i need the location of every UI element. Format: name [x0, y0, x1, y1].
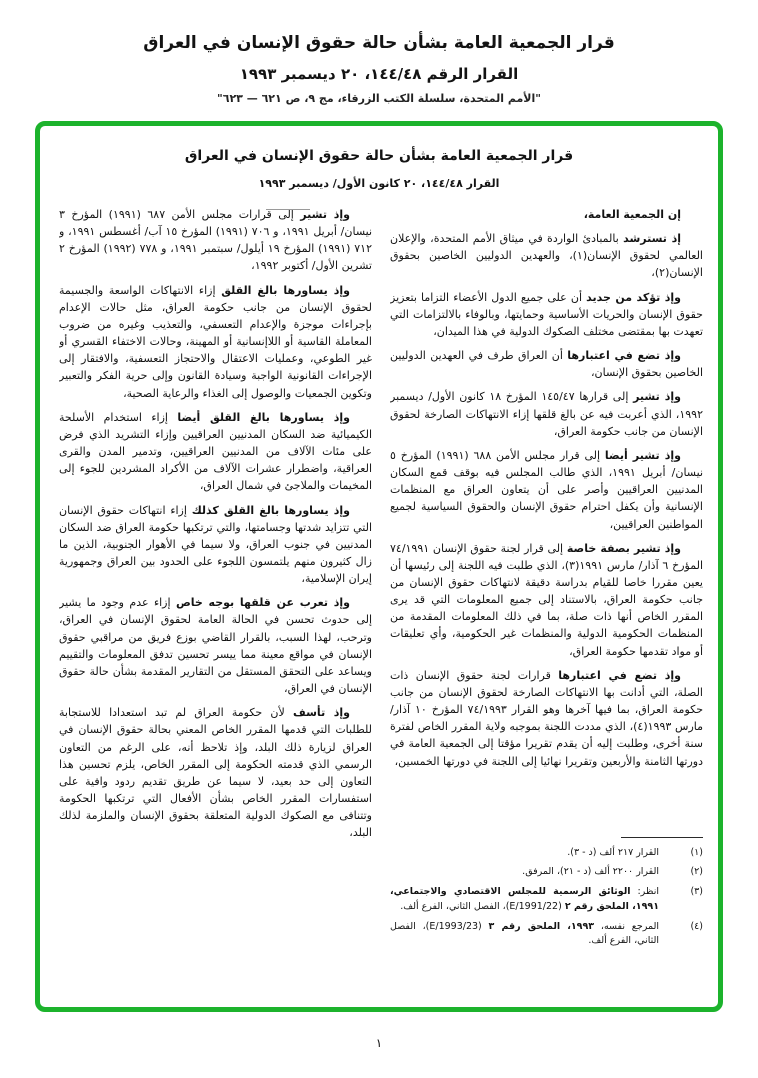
paragraph-lead-bold: وإذ تؤكد من جديد	[586, 290, 681, 304]
paragraph-lead-bold: وإذ يساورها بالغ القلق	[221, 283, 350, 297]
footnote-number: (١)	[690, 846, 703, 858]
paragraph	[59, 206, 372, 275]
paragraph-text: إزاء استخدام الأسلحة الكيميائية ضد السكان المدنيين العراقيين وإزاء التشريد الذي فرض على مئات الآلاف من المدنيين العراقيين، وتدمير المدن والقرى العراقية، واضطرار عشرات الآلاف من الأكراد المشردين للجوء إلى المخيمات والملاجئ في شمال العراق،	[59, 410, 372, 493]
paragraph-text: (E/1991/22)، الفصل الثاني، الفرع ألف.	[400, 900, 565, 912]
footnote-number: (٢)	[690, 866, 703, 878]
paragraph-lead-bold: وإذ تشير بصفة خاصة	[566, 541, 681, 555]
paragraph-lead-bold: وإذ تضع في اعتبارها	[567, 349, 681, 363]
paragraph	[390, 230, 703, 281]
footnote	[390, 885, 703, 914]
paragraph-text: المرجع نفسه،	[594, 920, 659, 932]
paragraph-text: إزاء الانتهاكات الواسعة والجسيمة لحقوق الإنسان من جانب حكومة العراق، مثل حالات الإعدام بإجراءات موجزة والإعدام التعسفي، والتعذيب وغيره من ضروب المعاملة القاسية أو اللاإنسانية أو المهينة، وحالات الاختفاء القسري أو غير الطوعي، وعمليات الاعتقال والاحتجاز التعسفية، والافتقار إلى الإجراءات القانونية الواجبة وسيادة القانون وإلى حرية الفكر والتعبير وتكوين الجمعيات والوصول إلى الغذاء والرعاية الصحية،	[59, 283, 372, 400]
paragraph-text: انظر:	[630, 886, 660, 898]
paragraph-lead-bold: وإذ يساورها بالغ القلق أيضا	[177, 410, 351, 424]
paragraph-text: إلى قرارها ١٤٥/٤٧ المؤرخ ١٨ كانون الأول/ ديسمبر ١٩٩٢، الذي أعربت فيه عن بالغ قلقها إزاء الانتهاكات الصارخة لحقوق الإنسان من جانب حكومة العراق،	[390, 390, 703, 438]
paragraph-text: القرار ٢٢٠٠ ألف (د - ٢١)، المرفق.	[522, 866, 659, 878]
paragraph	[390, 667, 703, 770]
resolution-title: قرار الجمعية العامة بشأن حالة حقوق الإنسان في العراق	[184, 148, 574, 164]
footnote-number: (٣)	[690, 886, 703, 898]
paragraph-text: إزاء عدم وجود ما يشير إلى حدوث تحسن في الحالة العامة لحقوق الإنسان في العراق، وترحب، لهذا السبب، بالقرار القاضي بوزع فريق من مراقبي حقوق الإنسان في مواقع معينة مما ييسر تحسين تدفق المعلومات والتقييم ويساعد على التحقق المستقل من التقارير المقدمة بشأن حالة حقوق الإنسان في العراق،	[59, 596, 372, 696]
header-title: قرار الجمعية العامة بشأن حالة حقوق الإنسان في العراق	[143, 33, 615, 53]
two-column-text	[40, 190, 718, 966]
paragraph-lead-bold: ١٩٩٣، الملحق رقم ٣	[488, 920, 595, 932]
paragraph	[390, 289, 703, 340]
paragraph-lead-bold: وإذ تضع في اعتبارها	[558, 668, 681, 682]
footnote-text	[390, 885, 659, 914]
footnote-number: (٤)	[690, 920, 703, 932]
header-resolution-number: القرار الرقم ١٤٤/٤٨، ٢٠ ديسمبر ١٩٩٣	[239, 65, 519, 84]
footnote-list	[390, 846, 703, 949]
paragraph	[390, 540, 703, 660]
resolution-box	[35, 121, 723, 1012]
paragraph-lead-bold: إذ تسترشد	[623, 232, 681, 246]
paragraph-lead-bold: وإذ يساورها بالغ القلق كذلك	[191, 503, 350, 517]
paragraph-text: إلى قرارات مجلس الأمن ٦٨٧ (١٩٩١) المؤرخ ٣ نيسان/ أبريل ١٩٩١، و ٧٠٦ (١٩٩١) المؤرخ ١٥ آب/ أغسطس ١٩٩١، و ٧١٢ (١٩٩١) المؤرخ ١٩ أيلول/ سبتمبر ١٩٩١، و ٧٧٨ (١٩٩٢) المؤرخ ٢ تشرين الأول/ أكتوبر ١٩٩٢،	[59, 208, 372, 273]
paragraph	[59, 704, 372, 841]
paragraph-text: قرارات لجنة حقوق الإنسان ذات الصلة، التي أدانت بها الانتهاكات الصارخة لحقوق الإنسان من جانب حكومة العراق، بما فيها آخرها وهو القرار ٧٤/١٩٩٣ المؤرخ ١٠ آذار/ مارس ١٩٩٣(٤)، الذي مددت اللجنة بموجبه ولاية المقرر الخاص لفترة سنة أخرى، وطلبت إليه أن يقدم تقريرا مؤقتا إلى الجمعية العامة في دورتها الثامنة والأربعين وتقريرا نهائيا إلى اللجنة في دورتها الخمسين،	[390, 668, 703, 768]
continuation-mark	[266, 209, 310, 210]
paragraph	[390, 388, 703, 439]
footnote	[390, 846, 703, 861]
footnote-text	[390, 865, 659, 880]
paragraph-text: إلى قرار لجنة حقوق الإنسان ٧٤/١٩٩١ المؤرخ ٦ آذار/ مارس ١٩٩١(٣)، الذي طلبت فيه اللجنة إلى رئيسها أن يعين مقررا خاصا للقيام بدراسة دقيقة لانتهاكات حقوق الإنسان من جانب حكومة العراق، بالاستناد إلى جميع المعلومات التي قد يرى المقرر الخاص أنها ذات صلة، بما في ذلك المعلومات المقدمة من المنظمات الحكومية الدولية والمنظمات غير الحكومية، وأي تعليقات أو مواد تقدمها حكومة العراق،	[390, 541, 703, 658]
paragraph-lead-bold: إن الجمعية العامة،	[583, 208, 681, 221]
paragraph-text: إزاء انتهاكات حقوق الإنسان التي تتزايد شدتها وجسامتها، والتي ترتكبها حكومة العراق ضد السكان المدنيين في جنوب العراق، ولا سيما في الأهوار الجنوبية، الذين ما زال كثيرون منهم يلتمسون اللجوء على الحدود بين العراق وجمهورية إيران الإسلامية،	[59, 503, 372, 586]
page-header	[0, 0, 758, 105]
paragraph-lead-bold: وإذ تأسف	[293, 706, 351, 720]
footnote-text	[390, 920, 659, 949]
paragraph	[59, 282, 372, 402]
paragraph-text: إلى قرار مجلس الأمن ٦٨٨ (١٩٩١) المؤرخ ٥ نيسان/ أبريل ١٩٩١، الذي طالب المجلس فيه بوقف قمع السكان المدنيين العراقيين وأصر على أن يتعاون العراق مع المنظمات الإنسانية وأن يكفل احترام حقوق الإنسان والحقوق السياسية لجميع المواطنين العراقيين،	[390, 448, 703, 531]
paragraph-text: (E/1993/23)، الفصل الثاني، الفرع ألف.	[390, 920, 659, 947]
footnote	[390, 865, 703, 880]
paragraph	[390, 447, 703, 533]
right-column-paragraphs	[390, 206, 703, 777]
paragraph	[59, 502, 372, 588]
paragraph-lead-bold: وإذ تشير	[300, 208, 350, 221]
left-column-paragraphs	[59, 206, 372, 841]
footnote-text	[390, 846, 659, 861]
paragraph-lead-bold: وإذ تعرب عن قلقها بوجه خاص	[175, 596, 350, 610]
paragraph-lead-bold: الوثائق الرسمية للمجلس الاقتصادي والاجتماعي، ١٩٩١، الملحق رقم ٢	[390, 886, 659, 912]
page-number: ١	[375, 1036, 383, 1050]
footnotes-block	[390, 837, 703, 966]
paragraph	[390, 347, 703, 381]
resolution-subtitle: القرار ١٤٤/٤٨، ٢٠ كانون الأول/ ديسمبر ١٩٩٣	[258, 177, 500, 190]
paragraph-lead-bold: وإذ تشير أيضا	[604, 448, 681, 462]
header-source-citation: "الأمم المتحدة، سلسلة الكتب الزرقاء، مج ٩، ص ٦٢١ — ٦٢٣"	[217, 92, 541, 106]
paragraph-text: القرار ٢١٧ ألف (د - ٣).	[567, 846, 659, 858]
paragraph-text: أن على جميع الدول الأعضاء التزاما بتعزيز حقوق الإنسان والحريات الأساسية وحمايتها، وبالوفاء بالالتزامات التي تعهدت بها بمقتضى مختلف الصكوك الدولية في هذا الميدان،	[390, 290, 703, 338]
paragraph	[59, 409, 372, 495]
paragraph-text: أن العراق طرف في العهدين الدوليين الخاصين بحقوق الإنسان،	[390, 349, 703, 380]
footnote	[390, 920, 703, 949]
paragraph	[390, 206, 703, 223]
column-left	[59, 206, 372, 966]
paragraph-lead-bold: وإذ تشير	[633, 390, 681, 404]
footnote-separator	[621, 837, 703, 838]
paragraph-text: بالمبادئ الواردة في ميثاق الأمم المتحدة، والإعلان العالمي لحقوق الإنسان(١)، والعهدين الدوليين الخاصين بحقوق الإنسان(٢)،	[390, 232, 703, 280]
column-right	[390, 206, 703, 966]
paragraph	[59, 594, 372, 697]
paragraph-text: لأن حكومة العراق لم تبد استعدادا للاستجابة للطلبات التي قدمها المقرر الخاص المعني بحالة حقوق الإنسان في العراق لزيارة ذلك البلد، وإذ تلاحظ أنه، على الرغم من التعاون الرسمي الذي قدمته الحكومة إلى المقرر الخاص، يلزم تحسين هذا التعاون إلى حد بعيد، لا سيما عن طريق تقديم ردود وافية على استفسارات المقرر الخاص بشأن الأفعال التي ترتكبها الحكومة وتتنافى مع الصكوك الدولية المتعلقة بحقوق الإنسان والملزمة لذلك البلد،	[59, 706, 372, 840]
